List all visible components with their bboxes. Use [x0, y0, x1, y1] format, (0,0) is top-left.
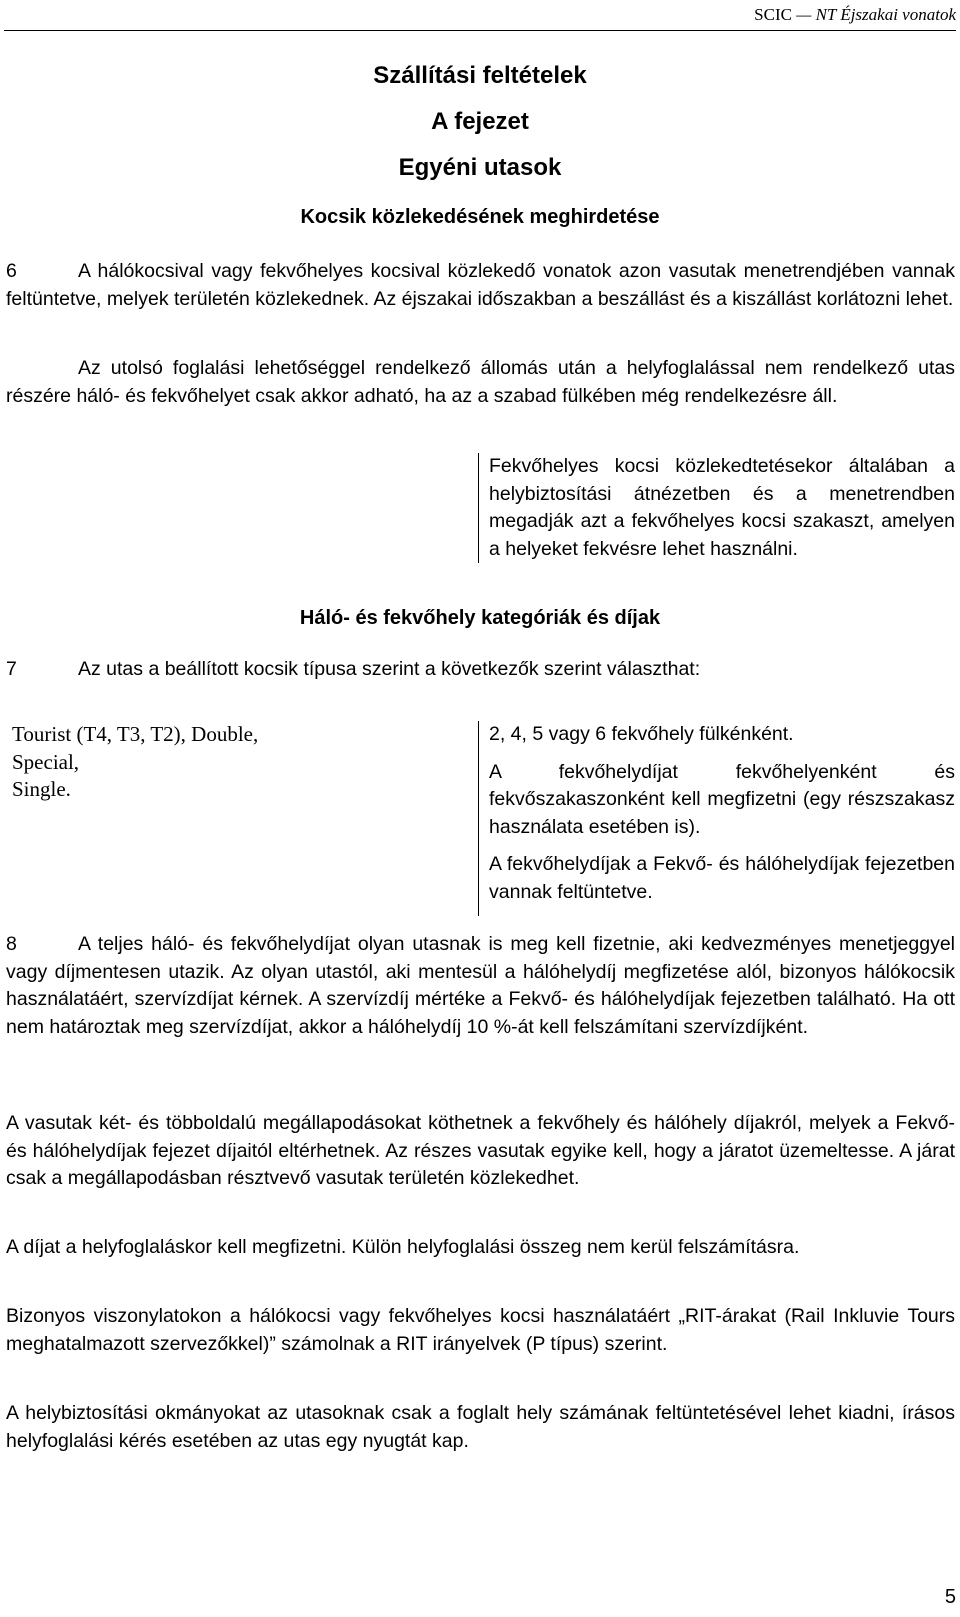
paragraph-7 [6, 656, 955, 684]
main-title: Szállítási feltételek [373, 62, 587, 89]
paragraph-text: A teljes háló- és fekvőhelydíjat olyan utasnak is meg kell fizetnie, aki kedvezményes menetjeggyel vagy díjmentesen utazik. Az olyan utastól, aki mentesül a hálóhelydíj megfizetése alól, bizonyos hálókocsik használatáért, szervízdíjat kérnek. A szervízdíj mértéke a Fekvő- és hálóhelydíjak fejezetben található. Ha ott nem határoztak meg szervízdíjat, akkor a hálóhelydíj 10 %-át kell felszámítani szervízdíjként. [6, 933, 955, 1038]
description-fee-rule: A fekvőhelydíjat fekvőhelyenként és fekvőszakaszonként kell megfizetni (egy részszakasz használata esetében is). [489, 760, 955, 838]
page-number: 5 [944, 1585, 956, 1608]
paragraph-8 [6, 931, 955, 1041]
title-block [0, 53, 960, 191]
paragraph-6b: Az utolsó foglalási lehetőséggel rendelkező állomás után a helyfoglalással nem rendelkező utas részére háló- és fekvőhelyet csak akkor adható, ha az a szabad fülkében még rendelkezésre áll. [6, 357, 955, 407]
section-heading-announcement: Kocsik közlekedésének meghirdetése [300, 206, 660, 228]
header-rule [4, 30, 956, 31]
category-description [478, 721, 955, 916]
paragraph-number: 6 [6, 260, 17, 282]
paragraph-number: 7 [6, 658, 17, 680]
category-single: Single. [12, 777, 71, 801]
description-fee-reference: A fekvőhelydíjak a Fekvő- és hálóhelydíjak fejezetben vannak feltüntetve. [489, 853, 955, 903]
category-list [12, 721, 352, 804]
section-heading-categories: Háló- és fekvőhely kategóriák és díjak [299, 607, 661, 629]
margin-note: Fekvőhelyes kocsi közlekedtetésekor általában a helybiztosítási átnézetben és a menetrendben megadják azt a fekvőhelyes kocsi szakaszt, amelyen a helyeket fekvésre lehet használni. [478, 453, 955, 563]
paragraph-agreements: A vasutak két- és többoldalú megállapodásokat köthetnek a fekvőhely és hálóhely díjakról, melyek a Fekvő- és hálóhelydíjak fejezet díjaitól eltérhetnek. Az részes vasutak egyike kell, hogy a járatot üzemeltesse. A járat csak a megállapodásban résztvevő vasutak területén közlekedhet. [6, 1112, 955, 1189]
paragraph-text: A hálókocsival vagy fekvőhelyes kocsival közlekedő vonatok azon vasutak menetrendjében vannak feltüntetve, melyek területén közlekednek. Az éjszakai időszakban a beszállást és a kiszállást korlátozni lehet. [6, 260, 955, 310]
chapter-title: A fejezet [431, 108, 529, 135]
paragraph-payment: A díjat a helyfoglaláskor kell megfizetni. Külön helyfoglalási összeg nem kerül felszámításra. [6, 1236, 800, 1258]
paragraph-6 [6, 258, 955, 313]
header-separator: — [796, 5, 812, 24]
category-tourist: Tourist (T4, T3, T2), Double, [12, 722, 259, 746]
paragraph-text: Az utas a beállított kocsik típusa szerint a következők szerint választhat: [78, 658, 701, 680]
description-berths: 2, 4, 5 vagy 6 fekvőhely fülkénként. [489, 723, 794, 745]
category-special: Special, [12, 749, 80, 774]
running-header [754, 4, 956, 26]
paragraph-number: 8 [6, 933, 17, 955]
subchapter-title: Egyéni utasok [398, 154, 562, 181]
paragraph-rit: Bizonyos viszonylatokon a hálókocsi vagy fekvőhelyes kocsi használatáért „RIT-árakat (Rail Inkluvie Tours meghatalmazott szervezőkkel)” számolnak a RIT irányelvek (P típus) szerint. [6, 1305, 955, 1355]
header-doc-title: NT Éjszakai vonatok [815, 5, 956, 24]
paragraph-documents: A helybiztosítási okmányokat az utasoknak csak a foglalt hely számának feltüntetésével lehet kiadni, írásos helyfoglalási kérés esetében az utas egy nyugtát kap. [6, 1402, 955, 1452]
header-org: SCIC [754, 5, 792, 24]
